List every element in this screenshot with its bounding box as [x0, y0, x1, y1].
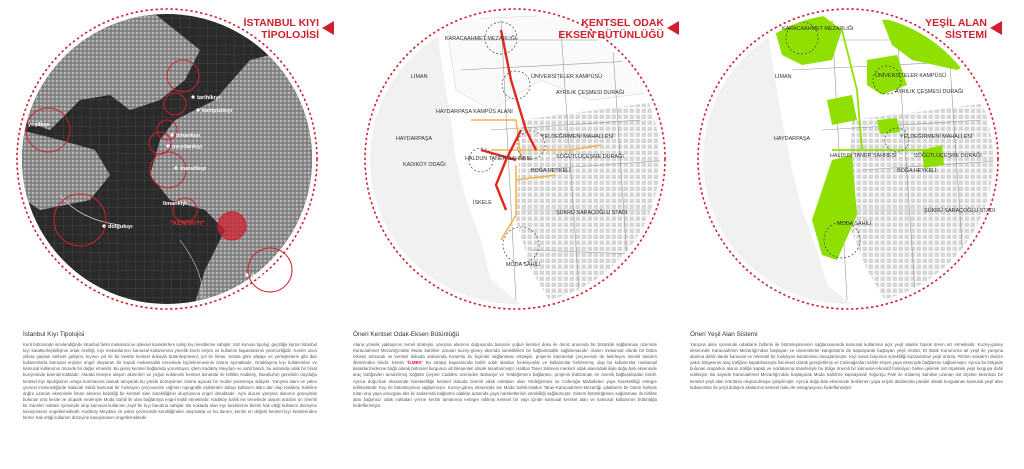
label-dolgu: dolgukıyı: [108, 224, 133, 230]
label-sukru: ŞÜKRÜ SARAÇOĞLU STADI: [924, 208, 996, 214]
label-kentkiyi: "KENTKIYI": [170, 220, 205, 227]
label-liman: LİMAN: [775, 74, 792, 80]
title-marker-icon: [322, 21, 334, 35]
label-yesil: yeşilkıyı: [28, 122, 50, 128]
panel-title: [925, 17, 987, 41]
label-ayrilik: AYRILIK ÇEŞMESİ DURAĞI: [895, 89, 964, 95]
label-liman: LİMAN: [411, 74, 428, 80]
label-haldun: HALDUN TANER SAHNESİ: [465, 156, 532, 162]
label-kampus: kampüskıyı: [202, 108, 233, 114]
label-ayrilik: AYRILIK ÇEŞMESİ DURAĞI: [556, 90, 625, 96]
label-liman2: limankıyı: [163, 201, 187, 207]
label-boga: BOĞA HEYKELİ: [531, 168, 571, 174]
panel-body-text: [353, 342, 657, 409]
body-text: Alana yönelik yaklaşımın temel stratejisi, yarışma alanının doğusunda bulunan yoğun kentsel doku ile deniz arasında bir bütünlük sağlanması üzerinde Karacaahmet Mezarlığı'ndan Moda Sahiline uzanan kuzey-güney aksında süreklilikleri bir bağlantısallık sağlanmasıdır. Alanın mekansal olarak bir bütün etkisini artıracak ve kentsel dokuda aralarında konumlu bu biçimde sağlanması stratejisi, projenin kavramsal çerçevesini de belirleyen önemli tasarım ilkelerinden biridir. Kentin "İLMEK" Bu strateji kapsamında belirli odak alanları fonksiyonlar ve kullanımlar belirlenmiş olup bu kullanımlar mekansal karakterizedenne bağlı olarak bütünsel kurgunun alt bileşenleri olarak tasarlanmıştır. Haldun Taner Sahnesi merkezi odak alanındaki ilişki doğu-batı ekseninde araç trafiğinden arındırılmış Söğütlü Çeşme Caddesi üzerinden Bahariye ve Yeldeğirmeni bağlantısı, projenin bütününde en önemli bağlantılardan biridir. Ayrıca doğu-batı ekseninde hareketliliğe kentsel dokuda önemli odak noktaları olan Yeldeğirmeni ve Caferağa Mahalleleri yaya hareketliliği entegre edilmektedir. Kıyı ile bütünleşmesi sağlanmıştır. Kuzey-güney ekseninde ise Moda Sahili-Haldun Taner-Karacaahmet Mezarlığı odaklarını bir bütün halinde tutan ana yaya omurgası aks ile aralarında bağlantılı odaklar arasında yaya hareketlerinin sürekliliği sağlanmıştır. Sistem bütünlüğünün sağlanması ile birlikte alan bağımsız odak noktaları yerine kentin tamamına entegre edilmiş kentsel bir yapı içinde kamusal kentsel alan ve kamusal kullanımın bütünlüğü hedeflenmiştir.: [353, 342, 657, 408]
label-marina: marinakıyı: [251, 273, 279, 279]
title-line1: YEŞİL ALAN: [925, 17, 987, 29]
label-sukru: ŞÜKRÜ SARAÇOĞLU STADI: [556, 210, 628, 216]
panel-title: [558, 17, 664, 41]
label-kadikoy-odagi: KADIKÖY ODAĞI: [403, 162, 446, 168]
label-karacaahmet: KARACAAHMET MEZARLIĞI: [782, 26, 854, 32]
label-boga: BOĞA HEYKELİ: [897, 168, 937, 174]
label-haydarpasa-kampus: HAYDARPAŞA KAMPÜS ALANI: [436, 109, 513, 115]
label-yeldegirmeni: YELDEĞİRMENİ MAHALLESİ: [541, 134, 614, 140]
label-transit: transitkıyı: [180, 166, 207, 172]
panel-caption: İstanbul Kıyı Tipolojisi: [23, 331, 85, 338]
panel-caption: Öneri Yeşil Alan Sistemi: [690, 331, 758, 338]
title-line2: TİPOLOJİSİ: [261, 29, 319, 41]
label-haydarpasa: HAYDARPAŞA: [774, 136, 811, 142]
label-sogutlucesme: SÖĞÜTLÜÇEŞME DURAĞI: [914, 153, 982, 159]
label-liman: limankıyı: [176, 133, 200, 139]
panel-body-text: Yarışma alanı içerisinde odakların birbirini ile bütünleşmesinin sağlanmasında kamusal kullanıma açık yeşil alanlar büyük önem arz etmektedir. Kuzey-güney ekseninde Karacaahmet Mezarlığı'ndan başlayan ve üniversiteler kampüsünü de kapsayarak başlayan yeşil örüntü, Et Balık Kurumu'na ait yeşil ile yarışma alanına dahil olarak kamusal ve rekreatif bir fonksiyon kazanması amaçlanmıştır. Kıyı sandı boyunca sürekliliği kazandırılan yeşil örüntü, Rıhtım Sokak'ın denize yakın bölgesinin araç trafiğine kapatılmasıyla hacimsel olarak genişletilmiş ve Caferağa'dan sahile erişen yaya ekseniyle bağlantısı sağlanmıştır. Ayrıca bu bölgede bulunan otoparkın alanın trafiğe kapalı ve noktalarına transferiyle bu bölge önemli bir kamusal-rekreatif fonksiyon haline gelerek üst ölçekteki yeşil kurguya dahil edilmiştir. Bu sayede Karacaahmet Mezarlığı'ndan başlayarak Moda Sahili'ne kapsayarak Yoğurtçu Park ile Kalamış Sahiline uzanan üst ölçekte kesintisiz bir kentsel yeşil alan örüntüsü oluşturulmaya çalışılmıştır. Ayrıca doğu-batı ekseninde belirlenen yaya erişim akslarında paralel olarak kurgulanan kamusal yeşil alan kullanımları ile yeşil dolaşım akslarının kentsel doku ile entegrasyonu hedeflenmiştir.: [690, 342, 1003, 390]
highlight-keyword: İLMEK: [408, 360, 422, 366]
coast-typology-map: [0, 0, 341, 320]
kentkiyi-focus: [218, 212, 246, 240]
label-haydarpasa: HAYDARPAŞA: [396, 136, 433, 142]
urban-axis-map: [341, 0, 682, 320]
title-line2: EKSEN BÜTÜNLÜĞÜ: [558, 29, 664, 41]
label-meydan: meydankıyı: [172, 144, 203, 150]
panel-title: [244, 17, 319, 41]
title-marker-icon: [667, 21, 679, 35]
label-karacaahmet: KARACAAHMET MEZARLIĞI: [445, 36, 517, 42]
panel-caption: Öneri Kentsel Odak-Eksen Bütünlüğü: [353, 331, 460, 338]
label-sogutlucesme: SÖĞÜTLÜÇEŞME DURAĞI: [556, 154, 624, 160]
label-iskele: İSKELE: [473, 200, 492, 206]
panel-green-system: [682, 0, 1023, 469]
panel-coast-typology: [0, 0, 341, 469]
label-universite: ÜNİVERSİTELER KAMPÜSÜ: [875, 73, 946, 79]
label-moda: MODA SAHİLİ: [506, 262, 541, 268]
title-marker-icon: [990, 21, 1002, 35]
panel-urban-axis: [341, 0, 682, 469]
label-yeldegirmeni: YELDEĞİRMENİ MAHALLESİ: [900, 134, 973, 140]
title-line2: SİSTEMİ: [944, 29, 987, 41]
title-line1: İSTANBUL KIYI: [243, 17, 319, 29]
label-moda: MODA SAHİLİ: [837, 221, 872, 227]
green-system-map: [682, 0, 1023, 320]
label-tarihi: tarihikıyı: [197, 95, 221, 101]
label-haldun: HALDUN TANER SAHNESİ: [830, 153, 897, 159]
title-line1: KENTSEL ODAK: [581, 17, 664, 29]
label-universite: ÜNİVERSİTELER KAMPÜSÜ: [531, 74, 602, 80]
panel-body-text: Kent bütününde incelendiğinde İstanbul farklı mekansal ve işlevsel karakterlere sahip kıyı kesitlerine sahiptir. Söz konusu tipoloji; geçitliğe karşın İstanbul kıyı karakterleştirilişinin ortak özelliği, kıyı mekanlarının kamusal kullanımına yönelik kısıtlı erişim ve kullanım kapasitesinin yetersizliğidir. Kentin uzun yıllara yayılan tarihsel gelişimi, kıyının yol ile bir kesitte kentsel dokuyla bütünleşmesini; yol ile liman, terasa göre altyapı ve yerleşkelerin gibi dan kullanımlarla kamusal erişime engel oluşturan bir kopuk mekansallık temelinde biçimlenmesinin önünü açmaktadır. Ortaklaşma kıyı kullanımları ve kamusal kullanımın önünde bir değer etmektir. Bu geniş kentsel bağlamda yorumlayıcı içlem Kadıköy Meydanı ve sahil bandı, bu anlamda odak bir fırsat bunyesinde barındırmaktadır. Alanda kesişen ulaşım aksenleri ve yoğun kullanımlı kentsel donatılar ile birlikte Kadıköy, İstanbul'un genelinin duyduğu kentsel kıyı tipolojisinin ortaya konmasına olanak tanıyarak bu yönde dönüşümün önünü açacak bir model yaratmaya adaydır. Yarışma alanı ve yakın çevresi incelendiğinde Salacak Sahili kamusal bir fonksiyon çerçevesine rağmen topografik eşiklerden dolayı kullanım alanı dar olup Kadıköy Sahiline doğru uzanan ekseninde liman alevinin belirdiği bir kentsel alan sürekliliğinin oluşmasına engel olmaktadır. Aynı durum yarışma alanının güneyinde bulunan orta kesite ve otopark nedeniyle Moda Sahili ile olan bağlantıya engel teşkil etmektedir. Kadıköy Sahili ise temelinde ulaşım aracları ün önemli bir transfer noktası içerisinde olup kamusal kullanımı zayıf bir kıyı bandına sahiptir. Bu noktada olan kıyı kesitlerinin birinin hak ettiği kullanım düzeyine kavuşmasını engellemektedir. Kadıköy Meydanı ve yakın çevresinde kendiliğinden oluşmakta ve bu durum, kentin en değerli kentsel kıyı kesitlerinden birinin hak ettiği kullanım düzeyine kavuşmasını engellemektedir.: [23, 342, 317, 421]
